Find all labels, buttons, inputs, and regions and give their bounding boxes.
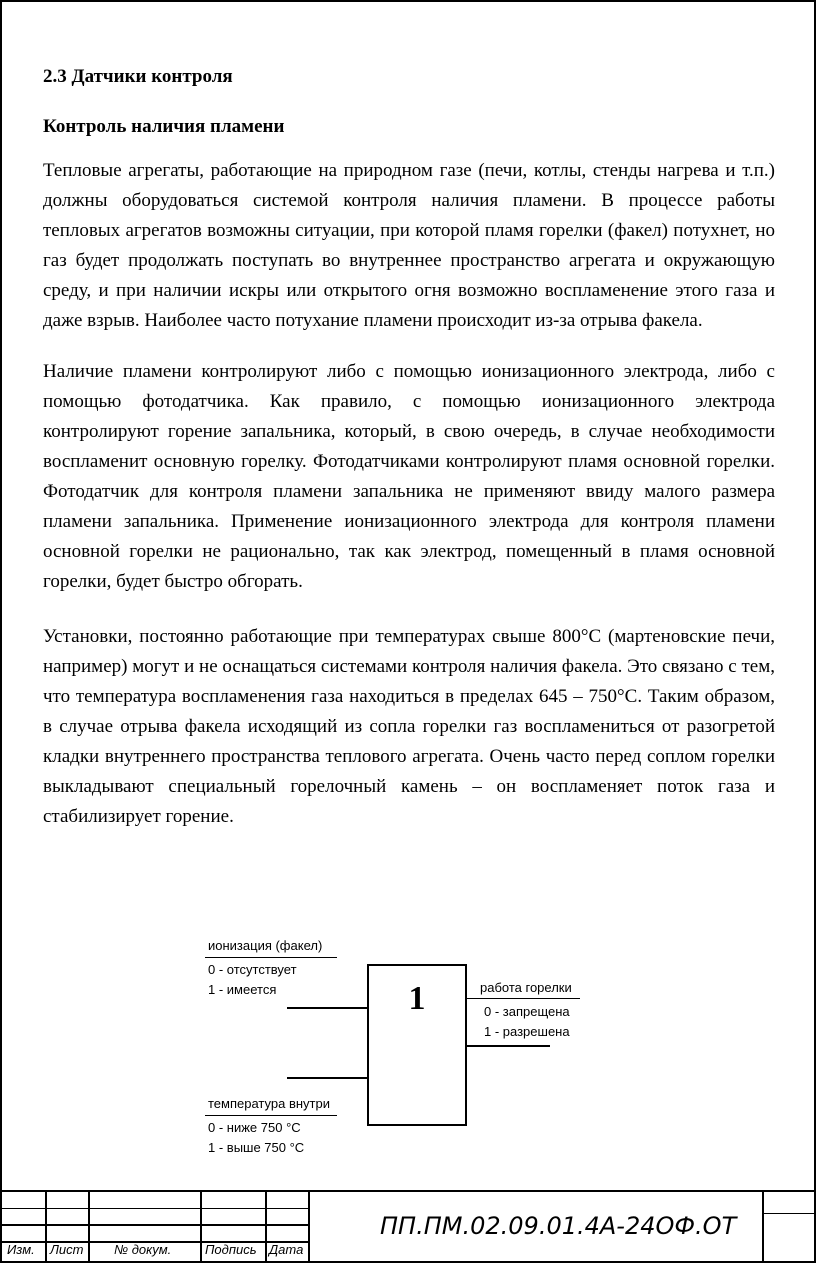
block-label: 1 bbox=[408, 980, 426, 1017]
paragraph: Тепловые агрегаты, работающие на природном газе (печи, котлы, стенды нагрева и т.п.) должны оборудоваться системой контроля наличия пламени. В процессе работы тепловых агрегатов возможны ситуации, при которой пламя горелки (факел) потухнет, но газ будет продолжать поступать во внутреннее пространство агрегата и окружающую среду, и при наличии искры или открытого огня возможно воспламенение этого газа и даже взрыв. Наиболее часто потухание пламени происходит из-за отрыва факела. bbox=[43, 160, 775, 331]
stamp-col-doc-number: № докум. bbox=[114, 1242, 172, 1257]
input2-title: температура внутри bbox=[208, 1096, 330, 1111]
stamp-col-list: Лист bbox=[50, 1242, 84, 1257]
subsection-title: Контроль наличия пламени bbox=[43, 116, 285, 137]
output-title: работа горелки bbox=[480, 980, 572, 995]
logic-diagram bbox=[200, 932, 590, 1167]
input1-underline bbox=[205, 957, 337, 958]
input1-wire bbox=[287, 1007, 369, 1009]
title-block bbox=[0, 1190, 816, 1263]
document-code: ПП.ПМ.02.09.01.4А-24ОФ.ОТ bbox=[380, 1212, 737, 1240]
input2-wire bbox=[287, 1077, 369, 1079]
output-underline bbox=[467, 998, 580, 999]
paragraph: Наличие пламени контролируют либо с помощью ионизационного электрода, либо с помощью фотодатчика. Как правило, с помощью ионизационного электрода контролируют горение запальника, который, в свою очередь, в случае необходимости воспламенит основную горелку. Фотодатчиками контролируют пламя основной горелки. Фотодатчик для контроля пламени запальника не применяют ввиду малого размера пламени запальника. Применение ионизационного электрода для контроля пламени основной горелки не рационально, так как электрод, помещенный в пламя основной горелки, будет быстро обгорать. bbox=[43, 361, 775, 592]
stamp-col-line bbox=[88, 1190, 90, 1263]
stamp-col-izm: Изм. bbox=[7, 1242, 35, 1257]
stamp-col-date: Дата bbox=[269, 1242, 304, 1257]
logic-block bbox=[367, 964, 467, 1126]
input2-underline bbox=[205, 1115, 337, 1116]
stamp-sheet-divider bbox=[762, 1190, 764, 1263]
stamp-col-signature: Подпись bbox=[205, 1242, 257, 1257]
document-body bbox=[43, 58, 775, 832]
output-wire bbox=[467, 1045, 550, 1047]
section-title: 2.3 Датчики контроля bbox=[43, 66, 233, 87]
input1-state0: 0 - отсутствует bbox=[208, 962, 297, 977]
output-state0: 0 - запрещена bbox=[484, 1004, 570, 1019]
stamp-col-line bbox=[308, 1190, 310, 1263]
stamp-sheet-line bbox=[762, 1213, 816, 1214]
output-state1: 1 - разрешена bbox=[484, 1024, 570, 1039]
input1-title: ионизация (факел) bbox=[208, 938, 323, 953]
input2-state1: 1 - выше 750 °С bbox=[208, 1140, 305, 1155]
stamp-col-line bbox=[200, 1190, 202, 1263]
stamp-top-border bbox=[0, 1190, 816, 1192]
stamp-col-line bbox=[45, 1190, 47, 1263]
stamp-col-line bbox=[265, 1190, 267, 1263]
input1-state1: 1 - имеется bbox=[208, 982, 277, 997]
input2-state0: 0 - ниже 750 °С bbox=[208, 1120, 301, 1135]
paragraph: Установки, постоянно работающие при температурах свыше 800°С (мартеновские печи, например) могут и не оснащаться системами контроля наличия факела. Это связано с тем, что температура воспламенения газа находиться в пределах 645 – 750°С. Таким образом, в случае отрыва факела исходящий из сопла горелки газ воспламениться от разогретой кладки внутреннего пространства теплового агрегата. Очень часто перед соплом горелки выкладывают специальный горелочный камень – он воспламеняет поток газа и стабилизирует горение. bbox=[43, 626, 775, 827]
